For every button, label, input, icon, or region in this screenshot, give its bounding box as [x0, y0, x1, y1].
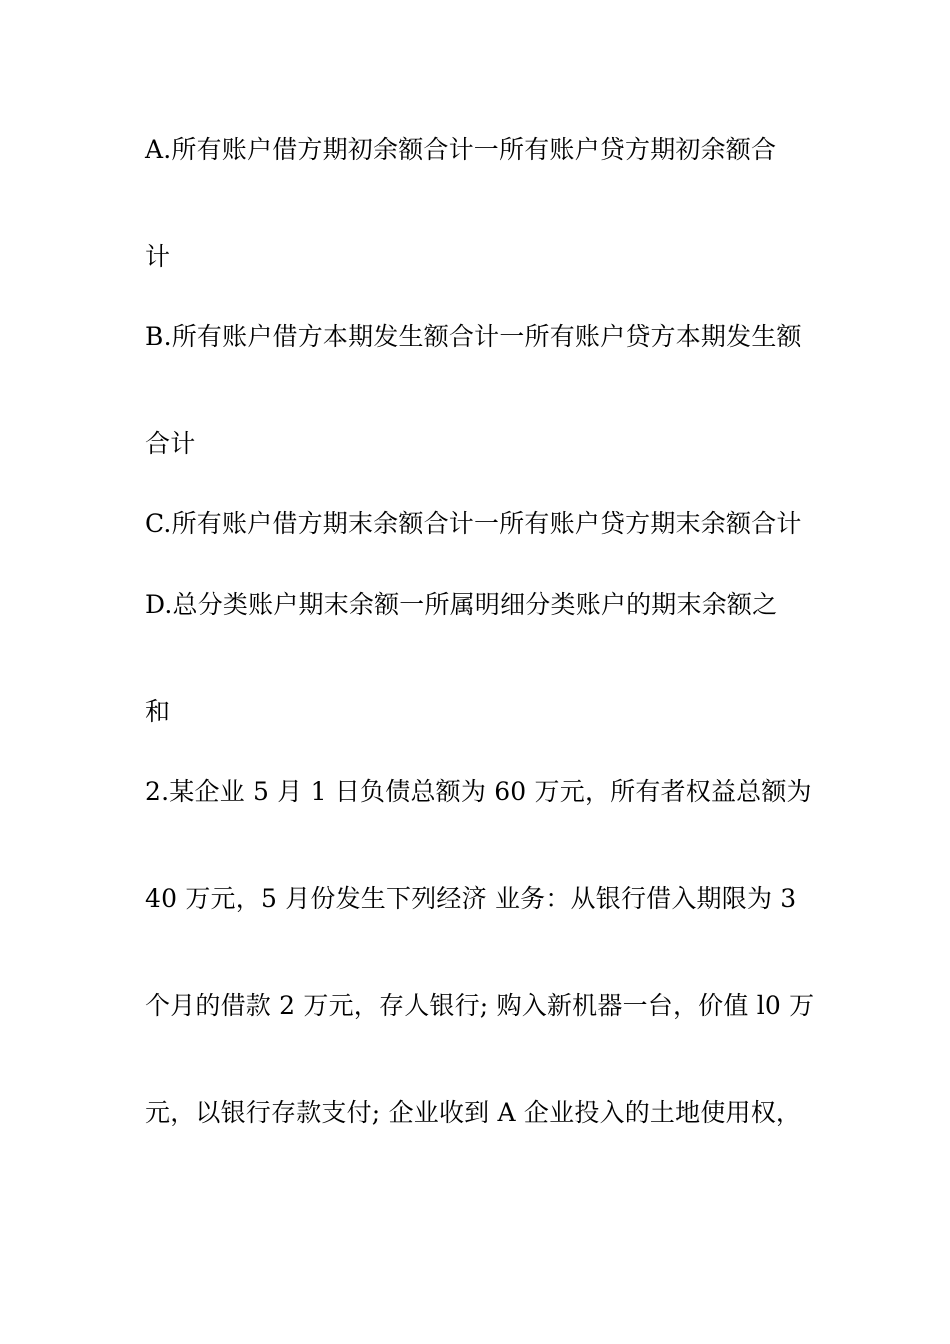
question-2-text: 2.某企业 5 月 1 日负债总额为 60 万元，所有者权益总额为 — [145, 777, 812, 806]
option-a-text: A.所有账户借方期初余额合计一所有账户贷方期初余额合 — [145, 135, 777, 164]
option-d-text-continued: 和 — [145, 697, 171, 726]
option-c-text: C.所有账户借方期末余额合计一所有账户贷方期末余额合计 — [145, 509, 802, 538]
question-2-text-line-2: 40 万元，5 月份发生下列经济 业务：从银行借入期限为 3 — [145, 884, 797, 913]
question-2-text-line-4: 元，以银行存款支付; 企业收到 A 企业投入的土地使用权， — [145, 1098, 802, 1127]
option-d-text: D.总分类账户期末余额一所属明细分类账户的期末余额之 — [145, 590, 778, 619]
option-a-text-continued: 计 — [145, 242, 171, 271]
question-2-text-line-3: 个月的借款 2 万元，存人银行; 购入新机器一台，价值 l0 万 — [145, 991, 815, 1020]
option-b-text-continued: 合计 — [145, 429, 196, 458]
option-b-text: B.所有账户借方本期发生额合计一所有账户贷方本期发生额 — [145, 322, 802, 351]
